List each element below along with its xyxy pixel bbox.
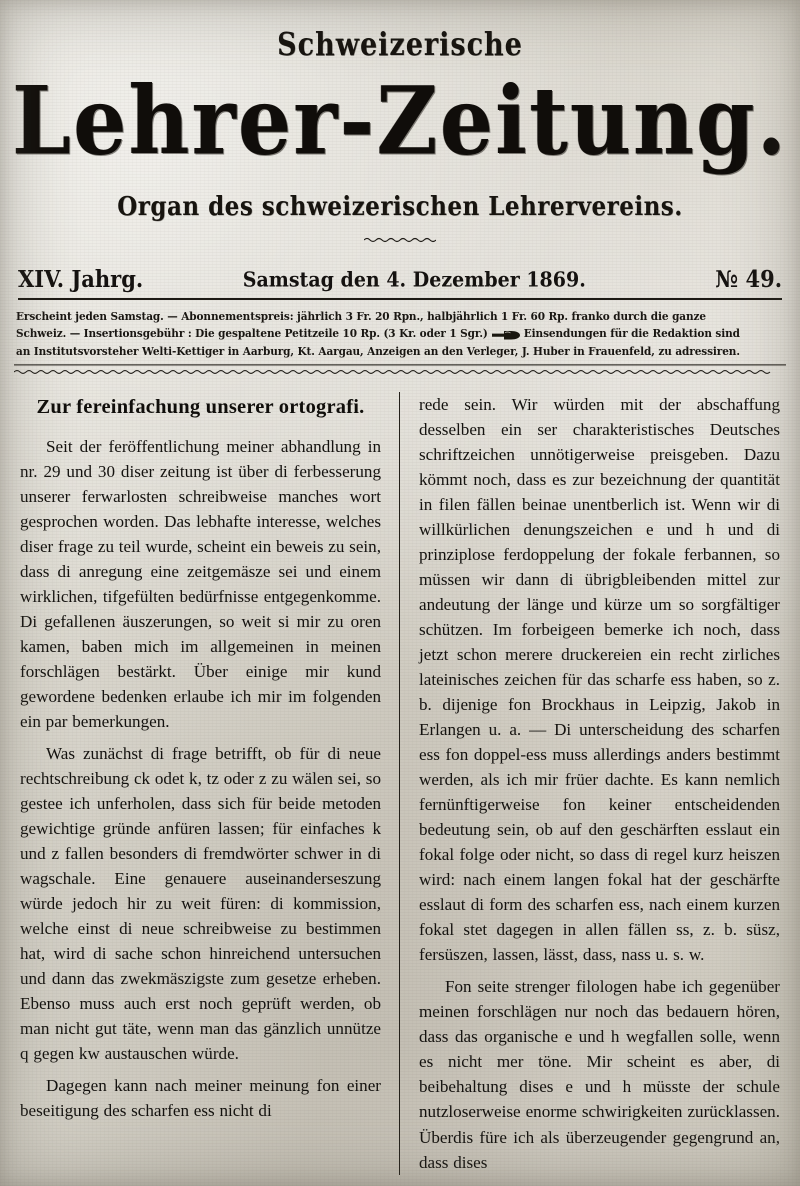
imprint-line-2b: Einsendungen für die Redaktion sind [523, 327, 740, 341]
paragraph: Was zunächst di frage betrifft, ob für di neue rechtschreibung ck odet k, tz oder z zu wälen sei, so gestee ich unferholen, dass sich für beide metoden gewichtige gründe anfüren lassen; für einfaches k und z fallen besonders di fremdwörter schwer in di wagschale. Eine genauere auseinanderseszung würde jedoch hir zu weit füren: di kommission, welche einst di neue schreibweise zu bestimmen hat, wird di sache schon hinreichend untersuchen und dann das zwekmäszigste zum gesetze erheben. Ebenso muss auch erst noch geprüft werden, ob man nicht gut täte, wenn man das gänzlich unnütze q gegen kw austauschen würde. [20, 744, 381, 1064]
right-column [399, 392, 780, 1175]
masthead-subtitle: Organ des schweizerischen Lehrervereins. [117, 190, 683, 222]
paragraph: Dagegen kann nach meiner meinung fon einer beseitigung des scharfen ess nicht di [20, 1076, 381, 1121]
pointing-hand-icon [491, 329, 521, 341]
publication-date: Samstag den 4. Dezember 1869. [242, 267, 586, 292]
paragraph: Seit der feröffentlichung meiner abhandlung in nr. 29 und 30 diser zeitung ist über di ferbesserung unserer ferwarlosten schreibweise manches wort gesprochen worden. Das lebhafte interesse, welches diser frage zu teil wurde, scheint ein beweis zu sein, dass di anregung eine zeitgemäsze sei und einem wirklichen, tifgefülten bedürfnisse entgegenkomme. Di gefallenen äuszerungen, so weit si mir zu oren kamen, baben mich im allgemeinen in meinen forschlägen bestärkt. Über einige mir kund gewordene bedenken erlaube ich mir im folgenden ein par bemerkungen. [20, 436, 381, 731]
imprint-line-2a: Schweiz. — Insertionsgebühr : Die gespaltene Petitzeile 10 Rp. (3 Kr. oder 1 Sgr.) [16, 327, 488, 341]
paragraph: Fon seite strenger filologen habe ich gegenüber meinen forschlägen nur noch das bedauern hören, dass das organische e und h wegfallen solle, wenn es nicht mer töne. Mir scheint es aber, di beibehaltung dises e und h müsste der schule nutzloserweise enorme schwirigkeiten zurücklassen. Überdis füre ich als überzeugender gegengrund an, dass dises [419, 977, 780, 1172]
imprint-line-2 [16, 325, 784, 342]
left-column [20, 392, 399, 1175]
decorative-squiggle-rule-wide [14, 368, 774, 375]
imprint-block [14, 305, 786, 365]
volume-label: XIV. Jahrg. [18, 264, 144, 293]
masthead-title: Lehrer-Zeitung. [12, 65, 788, 176]
article-body [20, 392, 780, 1175]
dateline-bar [18, 266, 782, 300]
masthead [0, 0, 800, 248]
imprint-line-3: an Institutsvorsteher Welti-Kettiger in Aarburg, Kt. Aargau, Anzeigen an den Verleger, J. Huber in Frauenfeld, zu adressiren. [16, 344, 740, 358]
paragraph: rede sein. Wir würden mit der abschaffung desselben ein ser charakteristisches Deutsches schriftzeichen unnötigerweise preisgeben. Dazu kömmt noch, dass es zur bezeichnung der quantität in filen fällen beinae unentberlich ist. Wenn wir di willkürlichen denungszeichen e und h und di prinziplose ferdoppelung der fokale ferbannen, so müssen wir dann di übrigbleibenden mittel zur andeutung der länge und kürze um so sorgfältiger schützen. Im forbeigeen bemerke ich noch, dass jetzt schon merere druckereien ein recht zirliches lateinisches zeichen für das scharfe ess haben, so z. b. dijenige fon Brockhaus in Leipzig, Jakob in Erlangen u. a. — Di unterscheidung des scharfen ess fon doppel-ess muss allerdings anders bestimmt werden, als ich mir früer dachte. Es kann nemlich fernünftigerweise fon keiner entscheidenden bedeutung sein, ob auf den geschärften esslaut ein fokal folge oder nicht, so dass di regel kurz heiszen wird: nach einem langen fokal hat der geschärfte esslaut di form des scharfen ess, nach einem kurzen fokal stet dagegen in allen fällen ss, z. b. süsz, fersüszen, lassen, lässt, dass, nass u. s. w. [419, 394, 780, 965]
imprint-line-1: Erscheint jeden Samstag. — Abonnementspreis: jährlich 3 Fr. 20 Rpn., halbjährlich 1 Fr. 60 Rp. franko durch die ganze [16, 310, 706, 323]
issue-number: № 49. [715, 264, 782, 293]
decorative-squiggle-rule [364, 236, 436, 243]
masthead-pretitle: Schweizerische [277, 26, 523, 64]
article-headline: Zur fereinfachung unserer ortografi. [36, 395, 365, 418]
